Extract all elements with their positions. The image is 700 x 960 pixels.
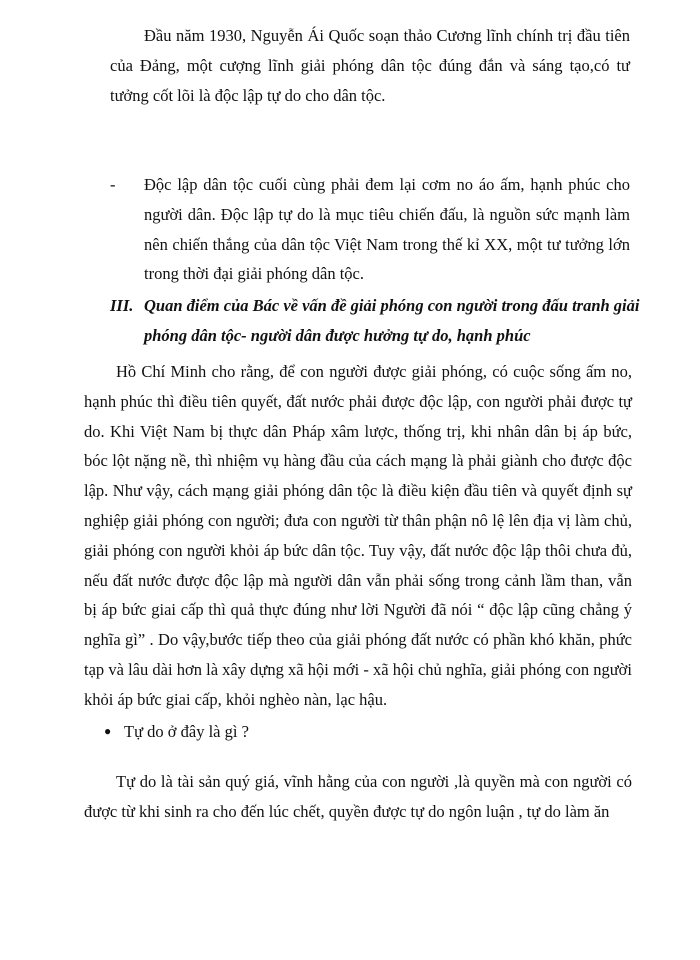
dash-list-item-text: Độc lập dân tộc cuối cùng phải đem lại cơm no áo ấm, hạnh phúc cho người dân. Độc lập tự do là mục tiêu chiến đấu, là nguồn sức mạnh làm nên chiến thắng của dân tộc Việt Nam trong thế kỉ XX, một tư tưởng lớn trong thời đại giải phóng dân tộc. bbox=[144, 175, 630, 284]
bullet-list-item bbox=[104, 717, 624, 747]
bullet-icon: ● bbox=[104, 724, 112, 738]
intro-paragraph-text: Đầu năm 1930, Nguyễn Ái Quốc soạn thảo Cương lĩnh chính trị đầu tiên của Đảng, một cượng lĩnh giải phóng dân tộc đúng đắn và sáng tạo,có tư tưởng cốt lõi là độc lập tự do cho dân tộc. bbox=[110, 26, 630, 105]
bullet-list-item-text: Tự do ở đây là gì ? bbox=[124, 722, 249, 741]
dash-list-item bbox=[110, 170, 630, 289]
section-heading bbox=[110, 291, 640, 351]
section-heading-number: III. bbox=[110, 296, 134, 315]
section-heading-text: Quan điểm của Bác về vấn đề giải phóng con người trong đấu tranh giải phóng dân tộc- người dân được hưởng tự do, hạnh phúc bbox=[144, 296, 640, 345]
last-paragraph: Tự do là tài sản quý giá, vĩnh hằng của con người ,là quyền mà con người có được từ khi sinh ra cho đến lúc chết, quyền được tự do ngôn luận , tự do làm ăn bbox=[84, 772, 632, 821]
body-paragraph: Hồ Chí Minh cho rằng, để con người được giải phóng, có cuộc sống ấm no, hạnh phúc thì điều tiên quyết, đất nước phải được độc lập, con người phải được tự do. Khi Việt Nam bị thực dân Pháp xâm lược, thống trị, khi nhân dân bị áp bức, bóc lột nặng nề, thì nhiệm vụ hàng đầu của cách mạng là phải giành cho được độc lập. Như vậy, cách mạng giải phóng dân tộc là điều kiện đầu tiên và quyết định sự nghiệp giải phóng con người; đưa con người từ thân phận nô lệ lên địa vị làm chủ, giải phóng con người khỏi áp bức dân tộc. Tuy vậy, đất nước độc lập thôi chưa đủ, nếu đất nước được độc lập mà người dân vẫn phải sống trong cảnh lầm than, vẫn bị áp bức giai cấp thì quả thực đúng như lời Người đã nói “ độc lập cũng chẳng ý nghĩa gì” . Do vậy,bước tiếp theo của giải phóng đất nước có phần khó khăn, phức tạp và lâu dài hơn là xây dựng xã hội mới - xã hội chủ nghĩa, giải phóng con người khỏi áp bức giai cấp, khỏi nghèo nàn, lạc hậu. bbox=[84, 362, 632, 709]
dash-marker: - bbox=[110, 175, 116, 194]
intro-paragraph bbox=[110, 21, 630, 110]
